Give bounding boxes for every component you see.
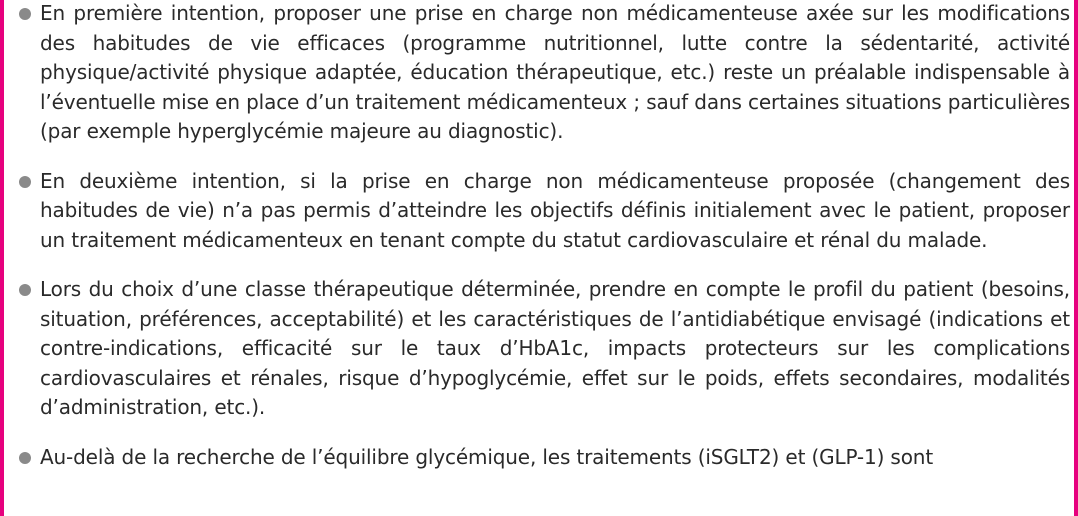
bullet-item-first-intention xyxy=(18,0,1070,147)
bullet-text: En première intention, proposer une prise en charge non médicamenteuse axée sur les modifications des habitudes de vie efficaces (programme nutritionnel, lutte contre la sédentarité, activité physique/activité physique adaptée, éducation thérapeutique, etc.) reste un préalable indispensable à l’éventuelle mise en place d’un traitement médicamenteux ; sauf dans certaines situations particulières (par exemple hyperglycémie majeure au diagnostic). xyxy=(40,1,1070,143)
bullet-dot-icon xyxy=(19,8,31,20)
bullet-dot-icon xyxy=(19,452,31,464)
bullet-text: Lors du choix d’une classe thérapeutique déterminée, prendre en compte le profil du patient (besoins, situation, préférences, acceptabilité) et les caractéristiques de l’antidiabétique envisagé (indications et contre-indications, efficacité sur le taux d’HbA1c, impacts protecteurs sur les complications cardiovasculaires et rénales, risque d’hypoglycémie, effet sur le poids, effets secondaires, modalités d’administration, etc.). xyxy=(40,277,1070,419)
bullet-item-second-intention xyxy=(18,167,1070,256)
bullet-dot-icon xyxy=(19,176,31,188)
bullet-list xyxy=(18,0,1070,492)
bullet-text: En deuxième intention, si la prise en charge non médicamenteuse proposée (changement des habitudes de vie) n’a pas permis d’atteindre les objectifs définis initialement avec le patient, proposer un traitement médicamenteux en tenant compte du statut cardiovasculaire et rénal du malade. xyxy=(40,168,1070,252)
bullet-item-therapeutic-class xyxy=(18,275,1070,423)
bullet-text: Au-delà de la recherche de l’équilibre glycémique, les traitements (iSGLT2) et (GLP-1) sont xyxy=(40,444,934,469)
bullet-item-beyond-glycemic xyxy=(18,443,1070,473)
bullet-dot-icon xyxy=(19,284,31,296)
